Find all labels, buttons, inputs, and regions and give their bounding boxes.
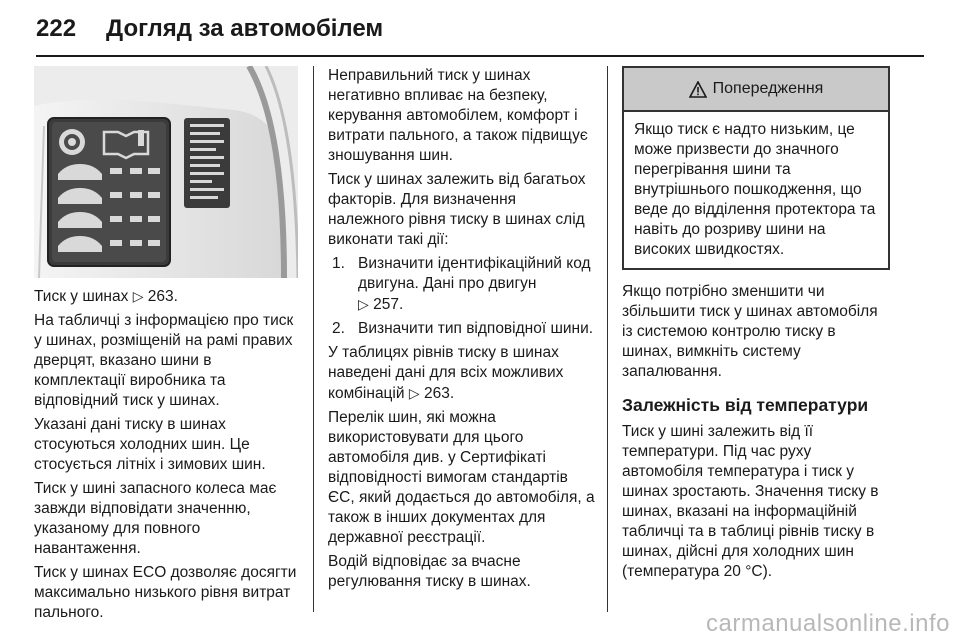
page-number: 222: [36, 15, 77, 42]
paragraph: Тиск у шині залежить від її температури. Під час руху автомобіля температура і тиск у шинах зростають. Значення тиску в шинах, вказані на інформаційній табличці та в таблиці рівнів тиску в шинах, дійсні для холодних шин (температура 20 °C).: [622, 423, 879, 580]
page-reference: 257.: [373, 296, 404, 313]
paragraph: Тиск у шині запасного колеса має завжди відповідати значенню, указаному для повного навантаження.: [34, 480, 277, 557]
paragraph: Неправильний тиск у шинах негативно впливає на безпеку, керування автомобілем, комфорт і витрати пального, а також підвищує зношування шин.: [328, 67, 588, 164]
warning-box: [622, 66, 890, 270]
page-reference: 263.: [423, 385, 455, 402]
paragraph: Перелік шин, які можна використовувати для цього автомобіля див. у Сертифікаті відповідності вимогам стандартів ЄС, який додається до автомобіля, а також в інших документах для державної реєстрації.: [328, 409, 595, 546]
list-item: 2. Визначити тип відповідної шини.: [332, 320, 594, 337]
warning-triangle-icon: [689, 81, 707, 98]
paragraph: Тиск у шинах ECO дозволяє досягти максимально низького рівня витрат пального.: [34, 564, 297, 621]
page-reference: 263.: [147, 288, 178, 305]
warning-text: Якщо тиск є надто низьким, це може призвести до значного перегрівання шини та внутрішнього пошкодження, що веде до відділення протектора та навіть до розриву шини на високих швидкостях.: [634, 121, 876, 258]
warning-title: Попередження: [712, 80, 824, 97]
column-divider: [607, 66, 608, 612]
paragraph: На табличці з інформацією про тиск у шинах, розміщеній на рамі правих дверцят, вказано шини в комплектації виробника та відповідний тиск у шинах.: [34, 312, 294, 409]
section-title: Залежність від температури: [622, 395, 869, 415]
tyre-pressure-label-image: [34, 66, 298, 278]
paragraph: Тиск у шинах залежить від багатьох факторів. Для визначення належного рівня тиску в шинах слід виконати такі дії:: [328, 171, 586, 248]
page-reference-icon: ▷: [358, 296, 369, 312]
paragraph: Якщо потрібно зменшити чи збільшити тиск у шинах автомобіля із системою контролю тиску в шинах, вимкніть систему запалювання.: [622, 283, 878, 380]
paragraph: У таблицях рівнів тиску в шинах наведені дані для всіх можливих комбінацій ▷ 263.: [328, 344, 564, 402]
paragraph: Водій відповідає за вчасне регулювання тиску в шинах.: [328, 553, 531, 590]
warning-header: [624, 68, 888, 112]
column-3: [622, 66, 890, 586]
header-divider: [36, 55, 924, 57]
page-reference-icon: ▷: [408, 385, 420, 401]
column-1: [34, 66, 304, 627]
column-divider: [313, 66, 314, 612]
list-item: 1. Визначити ідентифікаційний код двигуна. Дані про двигун ▷ 257.: [332, 255, 591, 313]
page-header: [36, 6, 924, 52]
steps-list: [328, 254, 596, 339]
watermark: carmanualsonline.info: [706, 610, 950, 637]
page-title: Догляд за автомобілем: [106, 15, 384, 42]
column-2: [328, 66, 596, 596]
paragraph: Указані дані тиску в шинах стосуються холодних шин. Це стосується літніх і зимових шин.: [34, 416, 266, 473]
paragraph: Тиск у шинах ▷ 263.: [34, 288, 178, 305]
page-reference-icon: ▷: [132, 288, 144, 304]
